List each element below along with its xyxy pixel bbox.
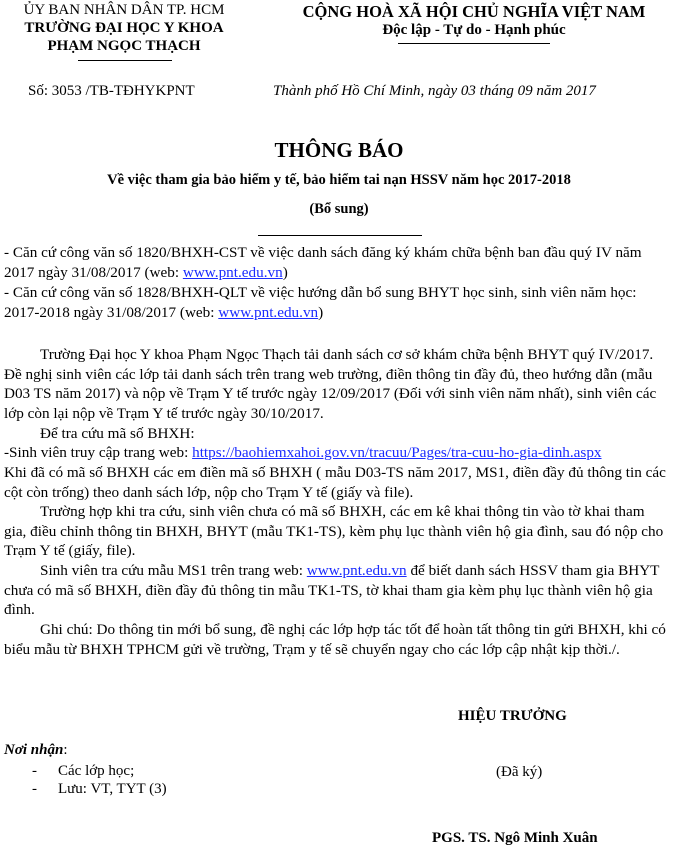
body-paragraph-4: Khi đã có mã số BHXH các em điền mã số BHXH ( mẫu D03-TS năm 2017, MS1, điền đầy đủ thông tin các cột còn trống) theo danh sách lớp, nộp cho Trạm Y tế (giấy và file). — [4, 464, 666, 501]
recipient-item: Lưu: VT, TYT (3) — [58, 781, 167, 797]
right-header-rule — [398, 43, 550, 44]
basis-text: - Căn cứ công văn số 1828/BHXH-QLT về việc hướng dẫn bổ sung BHYT học sinh, sinh viên năm học: 2017-2018 ngày 31/08/2017 (web: — [4, 284, 637, 321]
signed-note: (Đã ký) — [496, 764, 543, 780]
pnt-website-link[interactable]: www.pnt.edu.vn — [182, 263, 283, 281]
title-rule — [258, 235, 422, 236]
signer-name: PGS. TS. Ngô Minh Xuân — [432, 830, 598, 846]
body-paragraph-3 — [4, 443, 668, 463]
place-and-date: Thành phố Hồ Chí Minh, ngày 03 tháng 09 năm 2017 — [273, 83, 596, 99]
school-name-line1: TRƯỜNG ĐẠI HỌC Y KHOA — [24, 20, 224, 36]
body-paragraph-6 — [4, 561, 668, 620]
body-paragraph-7: Ghi chú: Do thông tin mới bổ sung, đề nghị các lớp hợp tác tốt để hoàn tất thông tin gửi BHXH, khi có biểu mẫu từ BHXH TPHCM gửi về trường, Trạm y tế sẽ chuyển ngay cho các lớp cập nhật kịp thời./. — [4, 621, 666, 658]
school-name-line2: PHẠM NGỌC THẠCH — [47, 38, 201, 54]
pnt-website-link[interactable]: www.pnt.edu.vn — [306, 562, 407, 579]
basis-text-end: ) — [282, 263, 288, 281]
document-number: Số: 3053 /TB-TĐHYKPNT — [28, 83, 195, 99]
national-title: CỘNG HOÀ XÃ HỘI CHỦ NGHĨA VIỆT NAM — [302, 2, 646, 21]
signer-title: HIỆU TRƯỞNG — [458, 708, 567, 724]
basis-text-end: ) — [318, 303, 324, 321]
recipients-label — [4, 742, 68, 759]
body-paragraph-1: Trường Đại học Y khoa Phạm Ngọc Thạch tải danh sách cơ sở khám chữa bệnh BHYT quý IV/2017. Đề nghị sinh viên các lớp tải danh sách trên trang web trường, điền thông tin đầy đủ, theo hướng dẫn (mẫu D03 TS năm 2017) và nộp về Trạm Y tế trước ngày 12/09/2017 (Đối với sinh viên năm nhất), sinh viên các lớp còn lại nộp về Trạm Y tế trước ngày 30/10/2017. — [4, 346, 657, 422]
recipients-label-text: Nơi nhận — [4, 742, 64, 758]
document-title: THÔNG BÁO — [274, 138, 404, 162]
national-motto: Độc lập - Tự do - Hạnh phúc — [382, 22, 566, 38]
document-subtitle: Về việc tham gia bảo hiểm y tế, bảo hiểm tai nạn HSSV năm học 2017-2018 — [107, 172, 571, 188]
bhxh-lookup-link[interactable]: https://baohiemxahoi.gov.vn/tracuu/Pages/tra-cuu-ho-gia-dinh.aspx — [192, 444, 602, 461]
body-paragraph-5: Trường hợp khi tra cứu, sinh viên chưa có mã số BHXH, các em kê khai thông tin vào tờ khai tham gia, điều chỉnh thông tin BHXH, BHYT (mẫu TK1-TS), kèm phụ lục thành viên hộ gia đình, sau đó nộp cho Trạm Y tế (giấy, file). — [4, 503, 664, 560]
recipient-bullet: - — [32, 781, 37, 797]
basis-reference-1 — [4, 243, 668, 282]
basis-reference-2 — [4, 283, 668, 322]
agency-name: ỦY BAN NHÂN DÂN TP. HCM — [23, 2, 225, 18]
supplement-note: (Bổ sung) — [309, 201, 369, 217]
body-paragraph-2: Để tra cứu mã số BHXH: — [40, 425, 195, 442]
lookup-instruction: -Sinh viên truy cập trang web: — [4, 444, 193, 461]
pnt-website-link[interactable]: www.pnt.edu.vn — [218, 303, 319, 321]
recipient-bullet: - — [32, 763, 37, 779]
basis-text: - Căn cứ công văn số 1820/BHXH-CST về việc danh sách đăng ký khám chữa bệnh ban đầu quý IV năm 2017 ngày 31/08/2017 (web: — [4, 244, 642, 281]
ms1-instruction: Sinh viên tra cứu mẫu MS1 trên trang web: — [40, 562, 307, 579]
recipients-colon: : — [63, 742, 68, 758]
left-header-rule — [78, 60, 172, 61]
ms1-instruction-end: để biết danh sách HSSV tham gia BHYT chưa có mã số BHXH, điền đầy đủ thông tin mẫu TK1-TS, tờ khai tham gia kèm phụ lục thành viên hộ gia đình. — [4, 562, 660, 619]
recipient-item: Các lớp học; — [58, 763, 135, 779]
